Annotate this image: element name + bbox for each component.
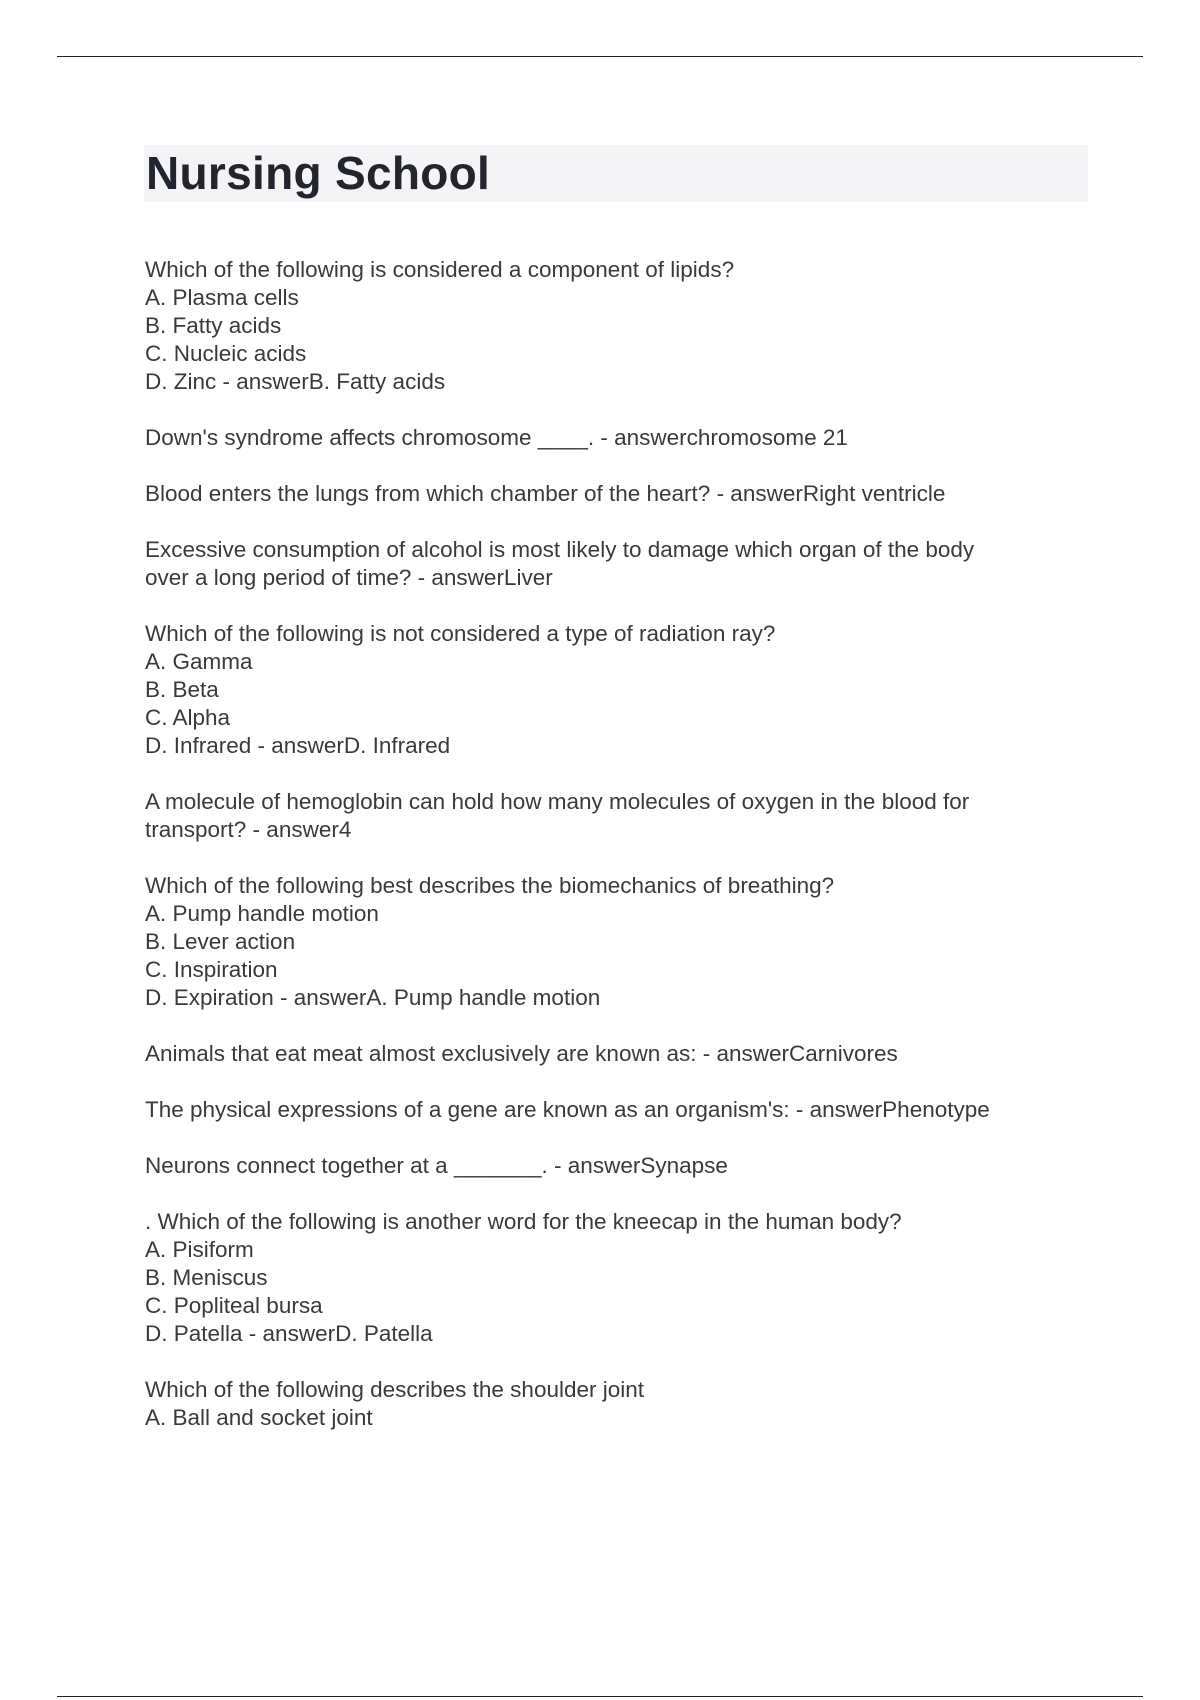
question-line: C. Popliteal bursa (145, 1293, 323, 1318)
question-line: over a long period of time? - answerLiver (145, 565, 553, 590)
question-line: D. Zinc - answerB. Fatty acids (145, 369, 446, 394)
question-line: B. Meniscus (145, 1265, 268, 1290)
question-text: The physical expressions of a gene are known as an organism's: - answerPhenotype (145, 1097, 990, 1122)
question-line: A. Gamma (145, 649, 253, 674)
question-block (145, 536, 1065, 592)
question-text: Excessive consumption of alcohol is most likely to damage which organ of the body (145, 537, 975, 562)
question-line: C. Alpha (145, 705, 231, 730)
question-text: Neurons connect together at a _______. - answerSynapse (145, 1153, 728, 1178)
question-block (145, 1096, 1065, 1124)
question-block (145, 872, 1065, 1012)
question-text: Animals that eat meat almost exclusively are known as: - answerCarnivores (145, 1041, 898, 1066)
question-line: A. Ball and socket joint (145, 1405, 373, 1430)
question-line: D. Expiration - answerA. Pump handle motion (145, 985, 601, 1010)
question-line: A. Pump handle motion (145, 901, 379, 926)
page-title: Nursing School (146, 147, 491, 199)
top-rule (57, 56, 1143, 57)
question-line: transport? - answer4 (145, 817, 352, 842)
question-text: . Which of the following is another word for the kneecap in the human body? (145, 1209, 902, 1234)
question-line: B. Lever action (145, 929, 296, 954)
question-block (145, 1152, 1065, 1180)
question-block (145, 256, 1065, 396)
question-list (145, 256, 1065, 1460)
question-block (145, 620, 1065, 760)
question-block (145, 788, 1065, 844)
question-text: Which of the following is considered a component of lipids? (145, 257, 735, 282)
question-block (145, 1376, 1065, 1432)
question-text: Blood enters the lungs from which chamber of the heart? - answerRight ventricle (145, 481, 946, 506)
question-line: C. Nucleic acids (145, 341, 307, 366)
question-line: D. Infrared - answerD. Infrared (145, 733, 451, 758)
question-text: Down's syndrome affects chromosome ____. - answerchromosome 21 (145, 425, 848, 450)
question-text: Which of the following is not considered a type of radiation ray? (145, 621, 776, 646)
question-line: D. Patella - answerD. Patella (145, 1321, 433, 1346)
question-line: B. Beta (145, 677, 219, 702)
question-text: A molecule of hemoglobin can hold how many molecules of oxygen in the blood for (145, 789, 970, 814)
bottom-rule (57, 1696, 1143, 1697)
question-block (145, 1208, 1065, 1348)
question-line: C. Inspiration (145, 957, 278, 982)
question-line: A. Plasma cells (145, 285, 299, 310)
question-block (145, 480, 1065, 508)
question-text: Which of the following describes the shoulder joint (145, 1377, 645, 1402)
question-text: Which of the following best describes the biomechanics of breathing? (145, 873, 835, 898)
question-block (145, 1040, 1065, 1068)
question-block (145, 424, 1065, 452)
question-line: A. Pisiform (145, 1237, 254, 1262)
question-line: B. Fatty acids (145, 313, 282, 338)
